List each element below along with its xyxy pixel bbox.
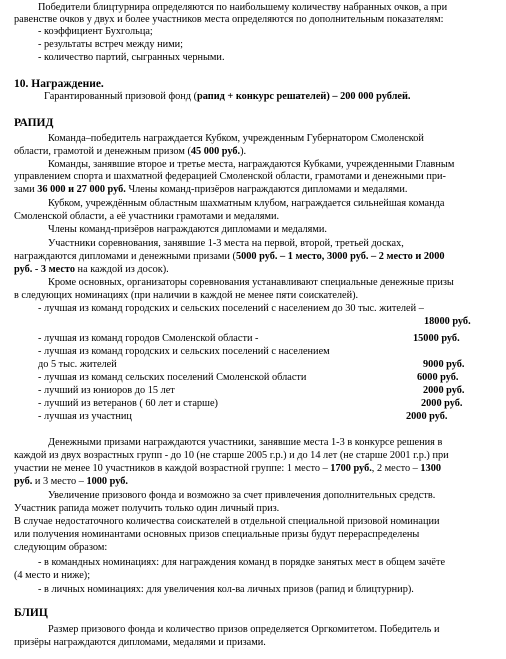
rapid-p6-line-1: Кроме основных, организаторы соревнования устанавливают специальные денежные призы (48, 277, 454, 288)
rapid-p6-line-2: в следующих номинациях (при наличии в каждой не менее пяти соискателей). (14, 290, 359, 301)
intro-line-1: Победители блицтурнира определяются по наибольшему количеству набранных очков, а при (38, 2, 448, 13)
rapid-p7-line-3: участии не менее 10 участников в каждой возрастной группе: 1 место – 1700 руб., 2 место – 1300 (14, 463, 441, 474)
tiebreak-item-1: - коэффициент Бухгольца; (38, 26, 153, 37)
rapid-p1-line-1: Команда–победитель награждается Кубком, учрежденным Губернатором Смоленской (48, 133, 424, 144)
blitz-heading: БЛИЦ (14, 607, 48, 619)
nomination-5: - лучший из юниоров до 15 лет (38, 385, 175, 396)
rapid-p5-line-3: руб. - 3 место на каждой из досок). (14, 264, 169, 275)
nomination-7-prize: 2000 руб. (406, 411, 448, 422)
rapid-p10-line-2: (4 место и ниже); (14, 570, 91, 581)
rapid-p9-line-1: В случае недостаточного количества соискателей в отдельной специальной призовой номинации (14, 516, 440, 527)
tiebreak-item-3: - количество партий, сыгранных черными. (38, 52, 225, 63)
rapid-p1-line-2: области, грамотой и денежным призом (45 000 руб.). (14, 146, 247, 157)
rapid-p9-line-2: или получения номинантами основных призов специальные призы будут перераспределены (14, 529, 420, 540)
rapid-p2-line-1: Команды, занявшие второе и третье места, награждаются Кубками, учрежденными Главным (48, 159, 455, 170)
nomination-7: - лучшая из участниц (38, 411, 132, 422)
rapid-p11: - в личных номинациях: для увеличения кол-ва личных призов (рапид и блицтурнир). (38, 584, 414, 595)
rapid-p2-line-2: управлением спорта и шахматной федерацией Смоленской области, грамотами и денежными при- (14, 171, 446, 182)
rapid-p3-line-1: Кубком, учреждённым областным шахматным клубом, награждается сильнейшая команда (48, 198, 445, 209)
nomination-6-prize: 2000 руб. (421, 398, 463, 409)
rapid-p8-line-1: Увеличение призового фонда и возможно за счет привлечения дополнительных средств. (48, 490, 436, 501)
rapid-p7-line-4: руб. и 3 место – 1000 руб. (14, 476, 128, 487)
rapid-p5-line-1: Участники соревнования, занявшие 1-3 места на первой, второй, третьей досках, (48, 238, 404, 249)
nomination-2: - лучшая из команд городов Смоленской области - (38, 333, 259, 344)
nomination-6: - лучший из ветеранов ( 60 лет и старше) (38, 398, 218, 409)
nomination-5-prize: 2000 руб. (423, 385, 465, 396)
blitz-p1-line-1: Размер призового фонда и количество призов определяется Оргкомитетом. Победитель и (48, 624, 440, 635)
rapid-p7-line-2: каждой из двух возрастных групп - до 10 (не старше 2005 г.р.) и до 14 лет (не старше 2001 г.р.) при (14, 450, 449, 461)
nomination-3-prize: 9000 руб. (423, 359, 465, 370)
prize-fund-line: Гарантированный призовой фонд (рапид + конкурс решателей) – 200 000 рублей. (44, 91, 411, 102)
nomination-3: - лучшая из команд городских и сельских поселений с населением (38, 346, 330, 357)
tiebreak-item-2: - результаты встреч между ними; (38, 39, 184, 50)
rapid-p7-line-1: Денежными призами награждаются участники, занявшие места 1-3 в конкурсе решения в (48, 437, 443, 448)
nomination-3-line-2: до 5 тыс. жителей (38, 359, 117, 370)
rapid-p5-line-2: награждаются дипломами и денежными призами (5000 руб. – 1 место, 3000 руб. – 2 место и 2000 (14, 251, 445, 262)
rapid-p2-line-3: зами 36 000 и 27 000 руб. Члены команд-призёров награждаются дипломами и медалями. (14, 184, 408, 195)
rapid-p3-line-2: Смоленской области, а её участники грамотами и медалями. (14, 211, 280, 222)
nomination-4: - лучшая из команд сельских поселений Смоленской области (38, 372, 307, 383)
nomination-4-prize: 6000 руб. (417, 372, 459, 383)
nomination-2-prize: 15000 руб. (413, 333, 460, 344)
nomination-1-prize: 18000 руб. (424, 316, 471, 327)
rapid-heading: РАПИД (14, 117, 54, 129)
award-heading: 10. Награждение. (14, 78, 104, 90)
rapid-p8-line-2: Участник рапида может получить только один личный приз. (14, 503, 280, 514)
nomination-1: - лучшая из команд городских и сельских поселений с населением до 30 тыс. жителей – (38, 303, 424, 314)
rapid-p10-line-1: - в командных номинациях: для награждения команд в порядке занятых мест в общем зачёте (38, 557, 446, 568)
rapid-p4: Члены команд-призёров награждаются дипломами и медалями. (48, 224, 327, 235)
blitz-p1-line-2: призёры награждаются дипломами, медалями и призами. (14, 637, 266, 648)
rapid-p9-line-3: следующим образом: (14, 542, 108, 553)
intro-line-2: равенстве очков у двух и более участников места определяются по дополнительным показателям: (14, 14, 444, 25)
